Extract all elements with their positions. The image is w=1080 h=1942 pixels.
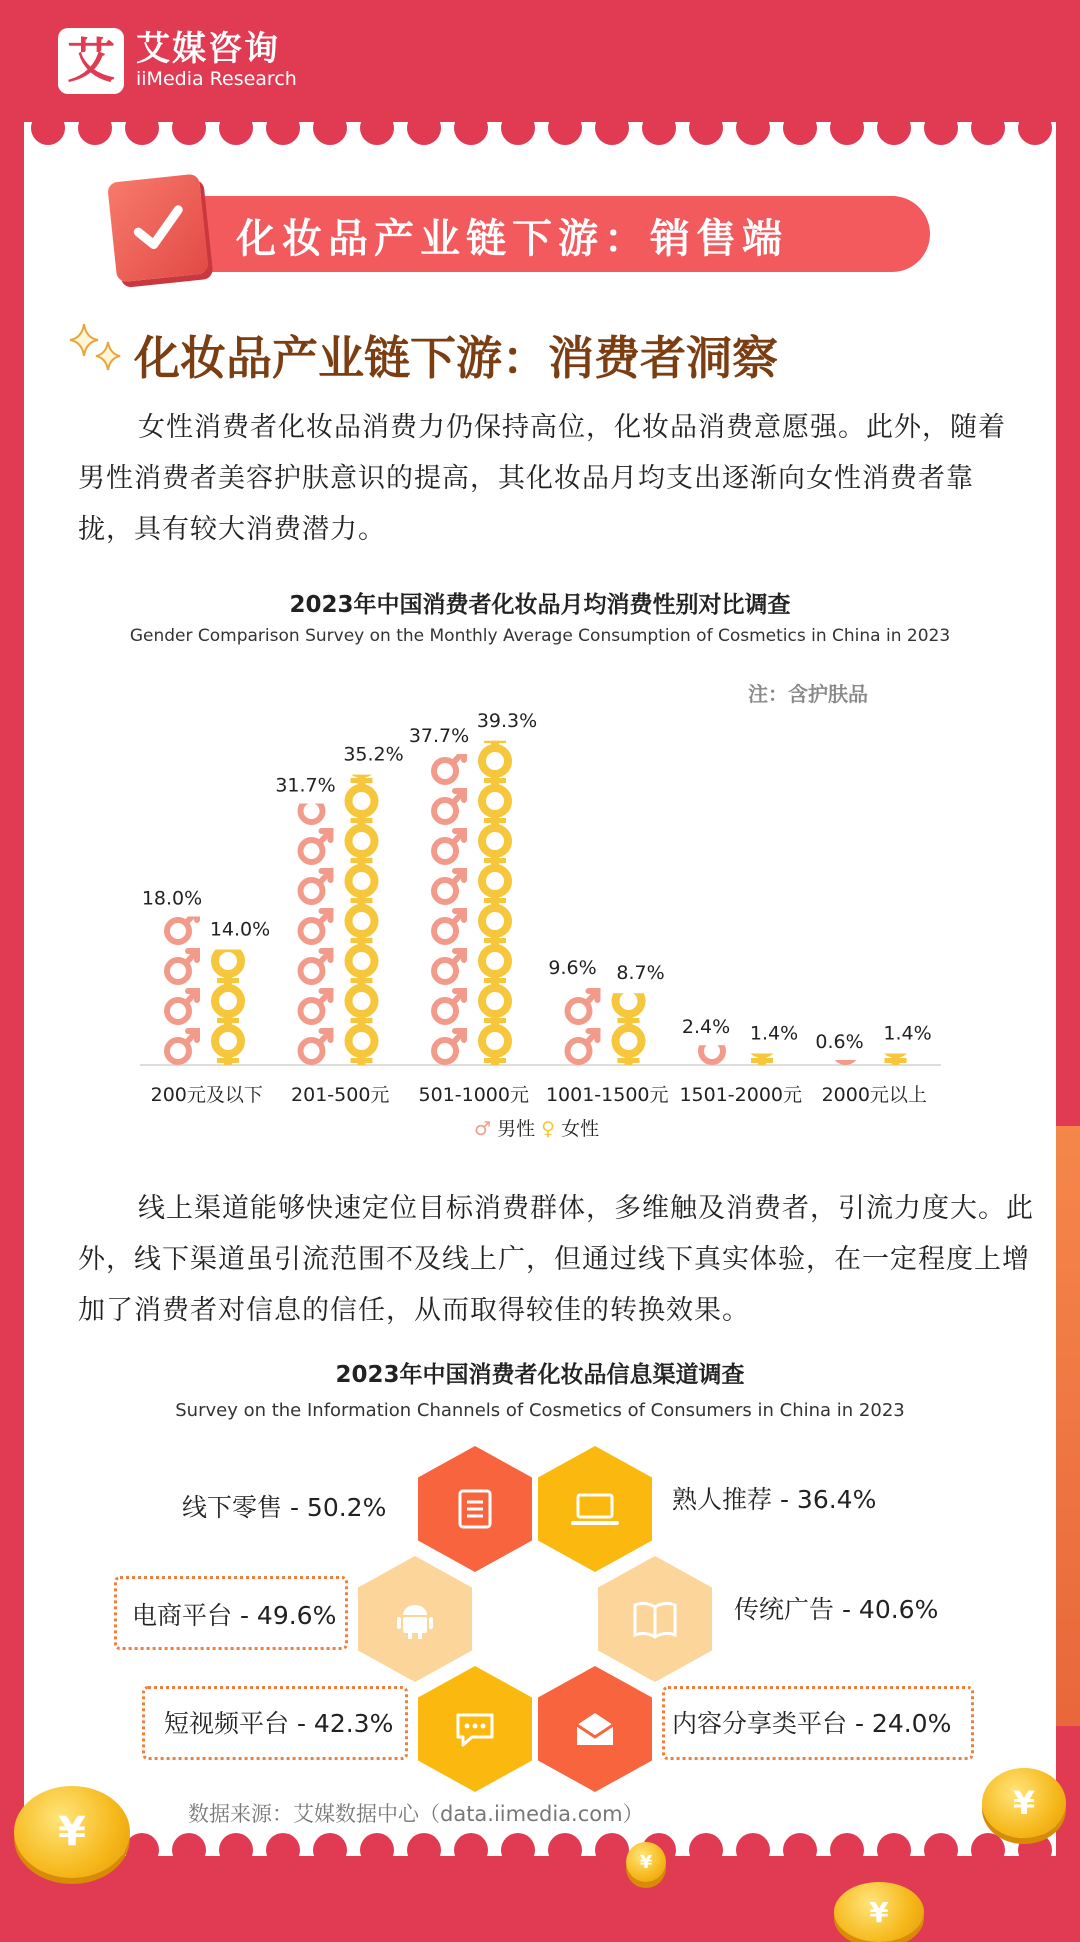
channel-label-short-video: 短视频平台 - 42.3%	[164, 1709, 394, 1738]
data-label-male: 0.6%	[815, 1031, 864, 1054]
data-label-male: 18.0%	[141, 887, 203, 910]
chart1-note: 注：含护肤品	[748, 682, 868, 706]
brand-name-en: iiMedia Research	[136, 68, 297, 91]
x-tick-label: 201-500元	[291, 1084, 390, 1106]
bar-female	[616, 988, 642, 1065]
chart2-title: 2023年中国消费者化妆品信息渠道调查	[335, 1362, 745, 1388]
scallop-top-edge	[24, 122, 1056, 166]
channel-label-ecommerce: 电商平台 - 49.6%	[132, 1601, 337, 1630]
brand-name-cn: 艾媒咨询	[136, 28, 280, 69]
document-icon	[453, 1487, 497, 1531]
bar-male	[301, 791, 331, 1062]
chart2-subtitle: Survey on the Information Channels of Cosmetics of Consumers in China in 2023	[175, 1400, 905, 1421]
chart1-legend	[474, 1114, 599, 1141]
channel-label-offline-retail: 线下零售 - 50.2%	[182, 1493, 387, 1522]
x-tick-label: 2000元以上	[821, 1084, 927, 1106]
section-title: 化妆品产业链下游：消费者洞察	[134, 331, 778, 385]
legend-male-symbol: ♂	[474, 1118, 492, 1140]
data-label-female: 1.4%	[883, 1022, 932, 1045]
bar-female	[215, 948, 241, 1065]
bar-female	[482, 708, 508, 1065]
data-label-male: 9.6%	[548, 956, 597, 979]
chart1-plot	[0, 660, 1080, 1120]
data-label-female: 14.0%	[209, 918, 271, 941]
bar-male	[568, 991, 598, 1062]
banner-title: 化妆品产业链下游：销售端	[236, 216, 788, 262]
data-label-female: 39.3%	[476, 709, 538, 732]
coin-bottom: ¥	[834, 1882, 924, 1942]
checkmark-icon	[107, 173, 209, 282]
coin-small: ¥	[626, 1842, 666, 1882]
channel-paragraph: 线上渠道能够快速定位目标消费群体，多维触及消费者，引流力度大。此外，线下渠道虽引流范围不及线上广，但通过线下真实体验，在一定程度上增加了消费者对信息的信任，从而取得较佳的转换效果。	[78, 1193, 1034, 1326]
chat-icon	[452, 1707, 498, 1751]
logo-mark: 艾	[58, 28, 124, 94]
data-label-female: 35.2%	[343, 743, 404, 766]
x-tick-label: 501-1000元	[418, 1084, 529, 1106]
x-tick-label: 1501-2000元	[679, 1084, 803, 1106]
legend-male-label: 男性	[497, 1118, 536, 1140]
legend-female-symbol: ♀	[541, 1118, 556, 1140]
mail-icon	[572, 1707, 618, 1751]
laptop-icon	[570, 1487, 620, 1531]
side-decoration	[1056, 1126, 1080, 1726]
channel-label-referral: 熟人推荐 - 36.4%	[672, 1485, 877, 1514]
data-label-male: 2.4%	[681, 1016, 731, 1039]
data-label-male: 31.7%	[275, 774, 336, 797]
data-label-male: 37.7%	[408, 724, 470, 747]
chart1-subtitle: Gender Comparison Survey on the Monthly Average Consumption of Cosmetics in China in 2023	[129, 626, 951, 646]
bar-male	[434, 751, 464, 1062]
data-label-female: 1.4%	[749, 1022, 799, 1045]
coin-right: ¥	[982, 1768, 1066, 1838]
data-source: 数据来源：艾媒数据中心（data.iimedia.com）	[188, 1802, 644, 1826]
x-tick-label: 200元及以下	[150, 1084, 263, 1106]
coin-left: ¥	[14, 1786, 130, 1878]
data-label-female: 8.7%	[616, 962, 665, 985]
channel-label-content-sharing: 内容分享类平台 - 24.0%	[672, 1709, 952, 1738]
brand-logo	[58, 28, 297, 94]
intro-paragraph: 女性消费者化妆品消费力仍保持高位，化妆品消费意愿强。此外，随着男性消费者美容护肤意识的提高，其化妆品月均支出逐渐向女性消费者靠拢，具有较大消费潜力。	[78, 412, 1006, 545]
channel-label-traditional-ads: 传统广告 - 40.6%	[734, 1595, 939, 1624]
sparkle-icon	[68, 322, 128, 378]
android-icon	[395, 1597, 435, 1641]
bar-female	[349, 748, 375, 1065]
book-icon	[631, 1597, 679, 1641]
chart1-title: 2023年中国消费者化妆品月均消费性别对比调查	[289, 592, 791, 618]
bar-male	[167, 911, 197, 1062]
x-tick-label: 1001-1500元	[545, 1084, 669, 1106]
legend-female-label: 女性	[561, 1118, 600, 1140]
